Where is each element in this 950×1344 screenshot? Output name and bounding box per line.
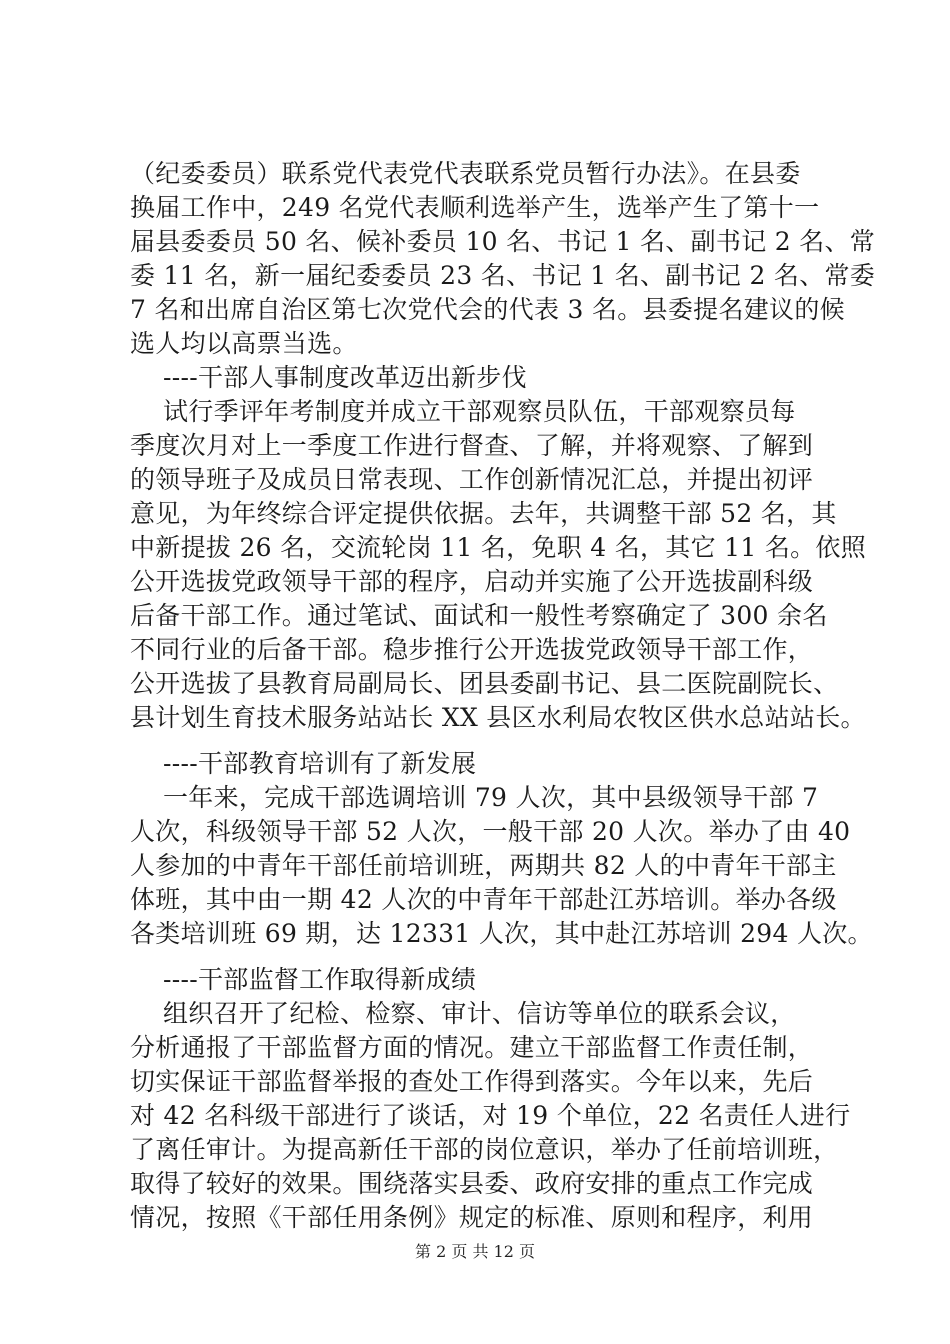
- text-line: 选人均以高票当选。: [130, 329, 358, 358]
- text-line: 组织召开了纪检、检察、审计、信访等单位的联系会议，: [130, 999, 796, 1028]
- text-line: 的领导班子及成员日常表现、工作创新情况汇总，并提出初评: [130, 465, 814, 494]
- text-line: 季度次月对上一季度工作进行督查、了解，并将观察、了解到: [130, 431, 814, 460]
- text-line: 试行季评年考制度并成立干部观察员队伍，干部观察员每: [130, 397, 796, 426]
- text-line: 人次，科级领导干部 52 人次，一般干部 20 人次。举办了由 40: [130, 817, 851, 846]
- text-line: 人参加的中青年干部任前培训班，两期共 82 人的中青年干部主: [130, 851, 837, 880]
- text-line: ----干部教育培训有了新发展: [130, 749, 477, 778]
- text-line: 不同行业的后备干部。稳步推行公开选拔党政领导干部工作，: [130, 635, 814, 664]
- text-line: 届县委委员 50 名、候补委员 10 名、书记 1 名、副书记 2 名、常: [130, 227, 876, 256]
- text-line: 7 名和出席自治区第七次党代会的代表 3 名。县委提名建议的候: [130, 295, 845, 324]
- text-line: 中新提拔 26 名，交流轮岗 11 名，免职 4 名，其它 11 名。依照: [130, 533, 867, 562]
- text-line: 意见，为年终综合评定提供依据。去年，共调整干部 52 名，其: [130, 499, 837, 528]
- text-line: （纪委委员）联系党代表党代表联系党员暂行办法》。在县委: [130, 159, 801, 188]
- text-line: 委 11 名，新一届纪委委员 23 名、书记 1 名、副书记 2 名、常委: [130, 261, 876, 290]
- page-footer: 第 2 页 共 12 页: [415, 1242, 535, 1261]
- text-line: ----干部人事制度改革迈出新步伐: [130, 363, 527, 392]
- text-line: 体班，其中由一期 42 人次的中青年干部赴江苏培训。举办各级: [130, 885, 837, 914]
- text-line: ----干部监督工作取得新成绩: [130, 965, 477, 994]
- text-line: 各类培训班 69 期，达 12331 人次，其中赴江苏培训 294 人次。: [130, 919, 873, 948]
- text-line: 后备干部工作。通过笔试、面试和一般性考察确定了 300 余名: [130, 601, 828, 630]
- text-line: 情况，按照《干部任用条例》规定的标准、原则和程序，利用: [130, 1203, 814, 1232]
- text-line: 分析通报了干部监督方面的情况。建立干部监督工作责任制，: [130, 1033, 814, 1062]
- text-line: 县计划生育技术服务站站长 XX 县区水利局农牧区供水总站站长。: [130, 703, 866, 732]
- text-line: 公开选拔党政领导干部的程序，启动并实施了公开选拔副科级: [130, 567, 814, 596]
- text-line: 一年来，完成干部选调培训 79 人次，其中县级领导干部 7: [130, 783, 819, 812]
- text-line: 取得了较好的效果。围绕落实县委、政府安排的重点工作完成: [130, 1169, 814, 1198]
- text-line: 对 42 名科级干部进行了谈话，对 19 个单位，22 名责任人进行: [130, 1101, 851, 1130]
- text-line: 公开选拔了县教育局副局长、团县委副书记、县二医院副院长、: [130, 669, 839, 698]
- text-line: 切实保证干部监督举报的查处工作得到落实。今年以来，先后: [130, 1067, 814, 1096]
- text-line: 换届工作中，249 名党代表顺利选举产生，选举产生了第十一: [130, 193, 820, 222]
- text-line: 了离任审计。为提高新任干部的岗位意识，举办了任前培训班，: [130, 1135, 839, 1164]
